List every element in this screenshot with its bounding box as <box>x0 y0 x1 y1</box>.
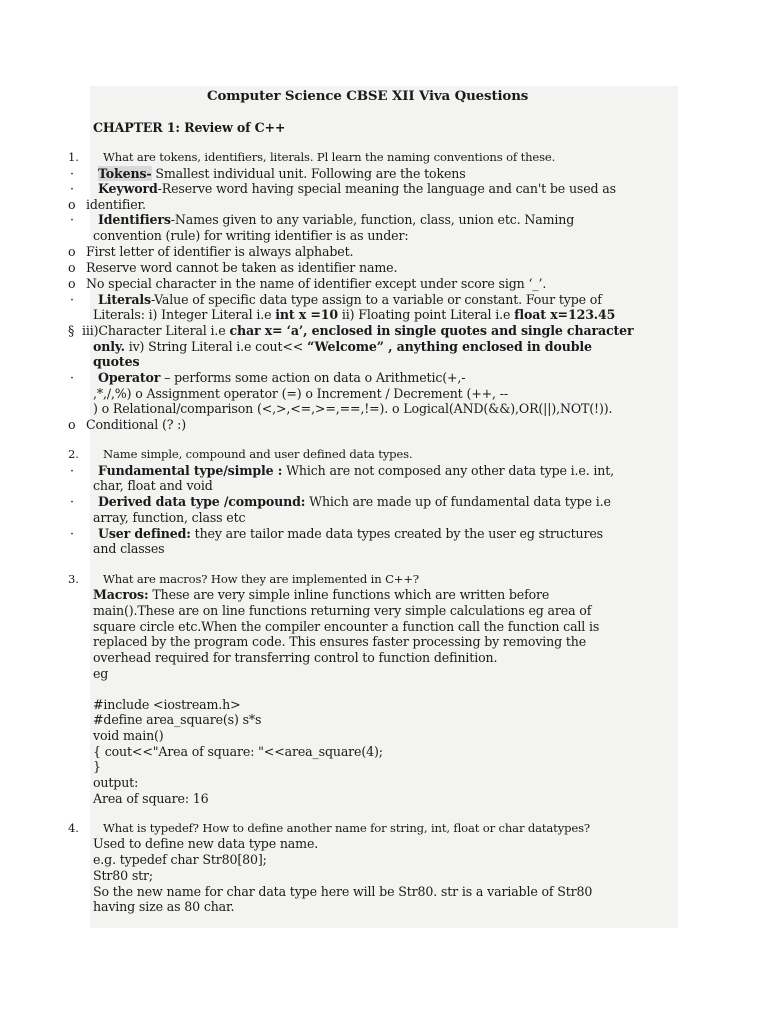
term-label: Fundamental type/simple : <box>98 463 283 478</box>
macros-line: Macros: These are very simple inline functions which are written before <box>93 587 550 602</box>
bullet-marker: · <box>70 181 74 196</box>
literals-line-2: Literals: i) Integer Literal i.e int x =10 ii) Floating point Literal i.e float x=123.45 <box>93 307 616 322</box>
text-line: Conditional (? :) <box>86 417 187 432</box>
text-line: char, float and void <box>93 478 213 493</box>
term-label: Operator <box>98 370 161 385</box>
code-line: Area of square: 16 <box>93 791 209 806</box>
text-line: Str80 str; <box>93 868 154 883</box>
bullet-marker: · <box>70 494 74 509</box>
code-line: { cout<<"Area of square: "<<area_square(4); <box>93 744 383 759</box>
rule-item: First letter of identifier is always alphabet. <box>86 244 354 259</box>
text-line: overhead required for transferring control to function definition. <box>93 650 498 665</box>
term-label: Keyword <box>98 181 158 196</box>
code-line: output: <box>93 775 139 790</box>
term-label: Macros: <box>93 587 149 602</box>
text-line: having size as 80 char. <box>93 899 235 914</box>
text-line: Used to define new data type name. <box>93 836 319 851</box>
question-text: What are tokens, identifiers, literals. Pl learn the naming conventions of these. <box>103 150 556 164</box>
rule-item: No special character in the name of identifier except under score sign ‘_’. <box>86 276 547 291</box>
question-text: What are macros? How they are implemented in C++? <box>103 572 420 586</box>
user-defined-line: User defined: they are tailor made data types created by the user eg structures <box>98 526 603 541</box>
text-line: and classes <box>93 541 165 556</box>
bullet-marker: · <box>70 370 74 385</box>
code-line: } <box>93 759 101 774</box>
bullet-marker: · <box>70 212 74 227</box>
question-number: 2. <box>68 447 79 461</box>
bullet-marker: · <box>70 526 74 541</box>
bullet-marker: · <box>70 166 74 181</box>
keyword-line: Keyword-Reserve word having special meaning the language and can't be used as <box>98 181 616 196</box>
literals-line: Literals-Value of specific data type assign to a variable or constant. Four type of <box>98 292 602 307</box>
code-line: #include <iostream.h> <box>93 697 241 712</box>
text-line: e.g. typedef char Str80[80]; <box>93 852 267 867</box>
text-line: convention (rule) for writing identifier is as under: <box>93 228 409 243</box>
document-title: Computer Science CBSE XII Viva Questions <box>207 88 529 104</box>
question-number: 1. <box>68 150 79 164</box>
operator-line: Operator – performs some action on data o Arithmetic(+,- <box>98 370 466 385</box>
bullet-marker: · <box>70 292 74 307</box>
operator-line-3: ) o Relational/comparison (<,>,<=,>=,==,!=). o Logical(AND(&&),OR(||),NOT(!)). <box>93 401 613 416</box>
text-line: array, function, class etc <box>93 510 246 525</box>
rule-item: Reserve word cannot be taken as identifier name. <box>86 260 398 275</box>
literals-line-5: quotes <box>93 354 140 369</box>
question-text: What is typedef? How to define another name for string, int, float or char datatypes? <box>103 821 590 835</box>
derived-line: Derived data type /compound: Which are made up of fundamental data type i.e <box>98 494 611 509</box>
bullet-marker: · <box>70 463 74 478</box>
text-line: replaced by the program code. This ensures faster processing by removing the <box>93 634 587 649</box>
fundamental-line: Fundamental type/simple : Which are not composed any other data type i.e. int, <box>98 463 615 478</box>
text-line: square circle etc.When the compiler encounter a function call the function call is <box>93 619 600 634</box>
text-line: So the new name for char data type here will be Str80. str is a variable of Str80 <box>93 884 593 899</box>
sub-bullet-marker: o <box>68 417 76 432</box>
text-line: main().These are on line functions returning very simple calculations eg area of <box>93 603 592 618</box>
identifiers-line: Identifiers-Names given to any variable, function, class, union etc. Naming <box>98 212 575 227</box>
operator-line-2: ,*,/,%) o Assignment operator (=) o Increment / Decrement (++, -- <box>93 386 508 401</box>
section-marker: § <box>68 323 75 338</box>
code-line: #define area_square(s) s*s <box>93 712 262 727</box>
tokens-line: Tokens- Smallest individual unit. Following are the tokens <box>98 166 466 181</box>
code-line: void main() <box>93 728 164 743</box>
term-label: User defined: <box>98 526 191 541</box>
term-label: Tokens- <box>98 166 152 181</box>
question-number: 3. <box>68 572 79 586</box>
text-line: eg <box>93 666 109 681</box>
term-label: Literals <box>98 292 151 307</box>
sub-bullet-marker: o <box>68 276 76 291</box>
text-line: identifier. <box>86 197 146 212</box>
chapter-heading: CHAPTER 1: Review of C++ <box>93 120 286 135</box>
question-number: 4. <box>68 821 79 835</box>
sub-bullet-marker: o <box>68 197 76 212</box>
sub-bullet-marker: o <box>68 244 76 259</box>
literals-line-3: iii)Character Literal i.e char x= ‘a’, enclosed in single quotes and single character <box>82 323 634 338</box>
term-label: Derived data type /compound: <box>98 494 306 509</box>
term-label: Identifiers <box>98 212 171 227</box>
sub-bullet-marker: o <box>68 260 76 275</box>
question-text: Name simple, compound and user defined data types. <box>103 447 413 461</box>
literals-line-4: only. iv) String Literal i.e cout<< “Welcome” , anything enclosed in double <box>93 339 592 354</box>
